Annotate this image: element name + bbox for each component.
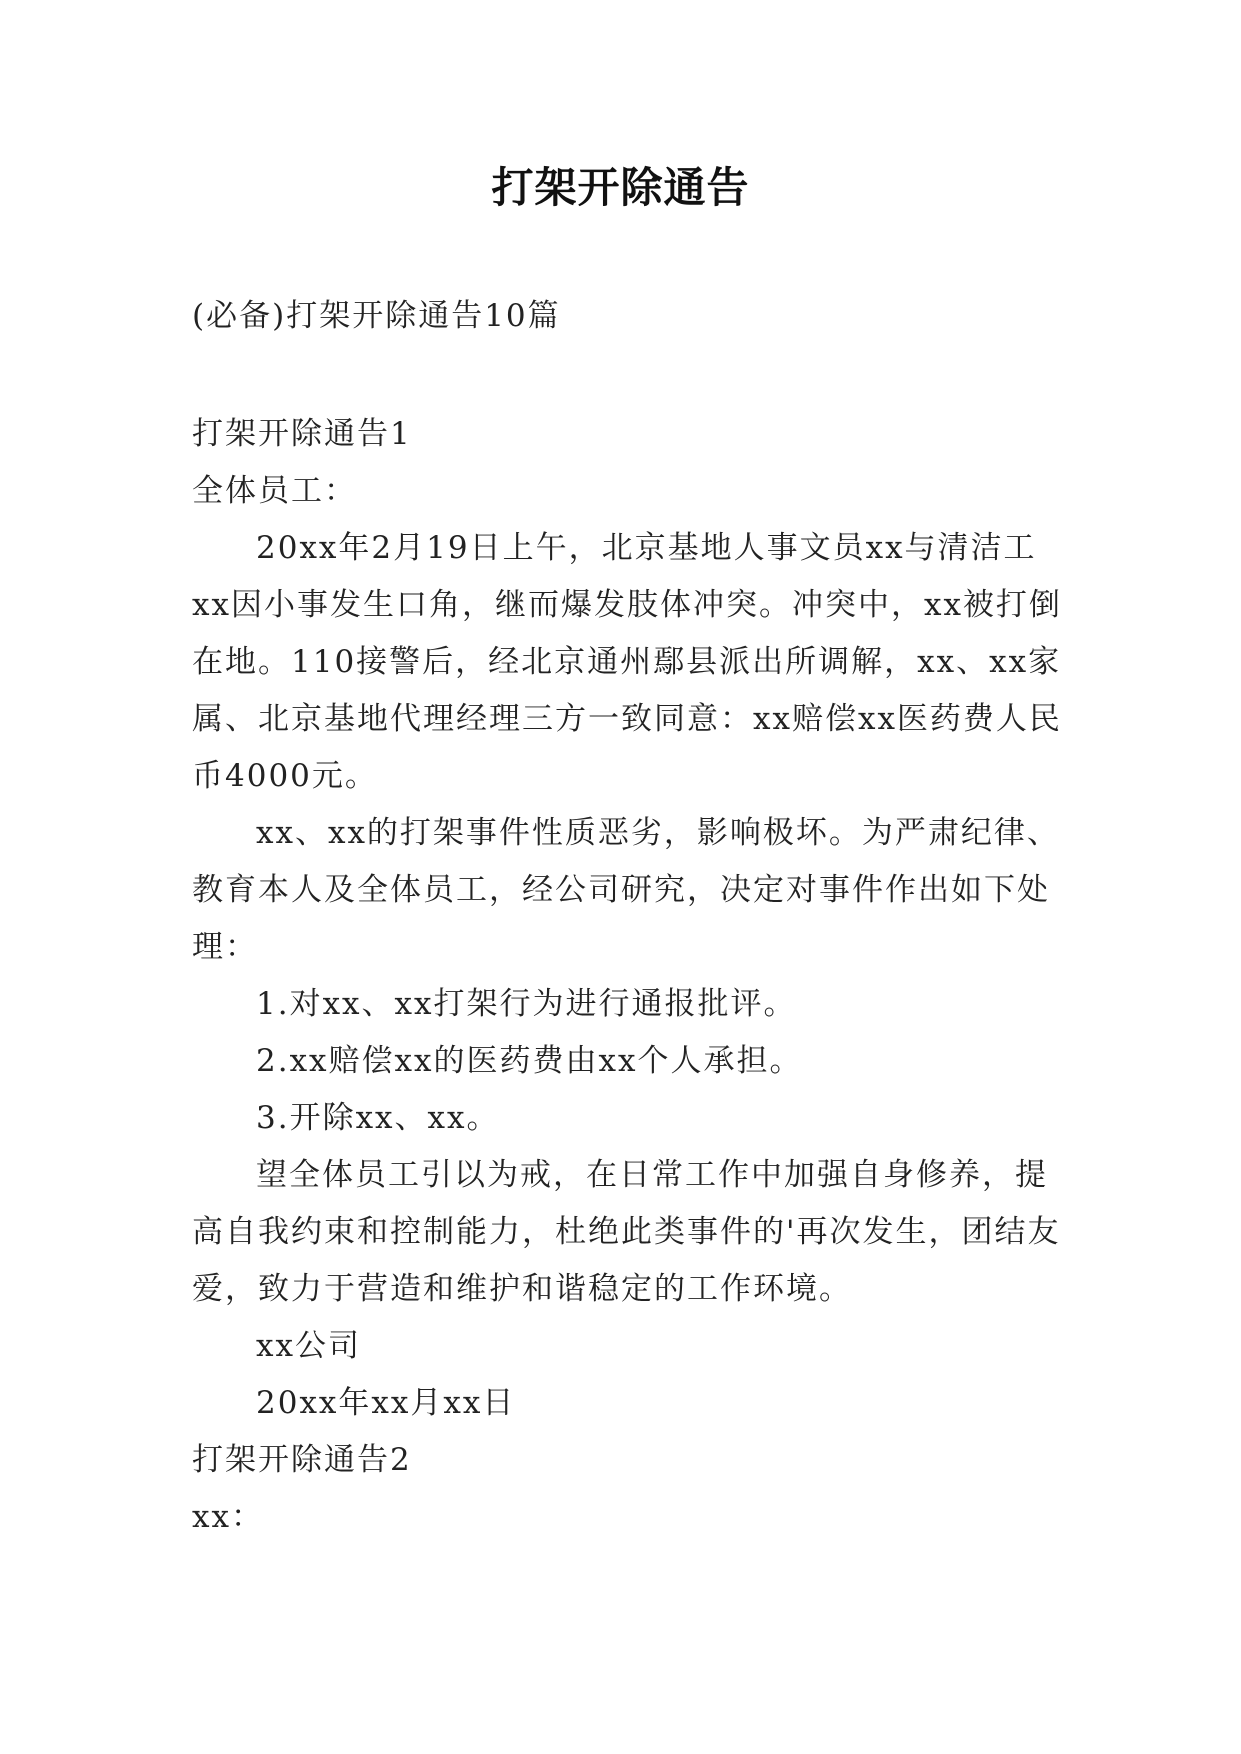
decision-paragraph: xx、xx的打架事件性质恶劣，影响极坏。为严肃纪律、教育本人及全体员工，经公司研究，决定对事件作出如下处理：: [192, 815, 1060, 965]
document-title: 打架开除通告: [491, 163, 750, 212]
closing-paragraph: 望全体员工引以为戒，在日常工作中加强自身修养，提高自我约束和控制能力，杜绝此类事件的'再次发生，团结友爱，致力于营造和维护和谐稳定的工作环境。: [192, 1157, 1061, 1307]
section-heading-1: 打架开除通告1: [192, 416, 412, 452]
decision-item-2: 2.xx赔偿xx的医药费由xx个人承担。: [256, 1043, 803, 1079]
incident-paragraph: 20xx年2月19日上午，北京基地人事文员xx与清洁工xx因小事发生口角，继而爆发肢体冲突。冲突中，xx被打倒在地。110接警后，经北京通州鄢县派出所调解，xx、xx家属、北京基地代理经理三方一致同意：xx赔偿xx医药费人民币4000元。: [192, 530, 1062, 794]
salutation: 全体员工：: [192, 473, 357, 509]
document-subtitle: (必备)打架开除通告10篇: [192, 298, 561, 334]
decision-item-3: 3.开除xx、xx。: [256, 1100, 500, 1136]
decision-item-1: 1.对xx、xx打架行为进行通报批评。: [256, 986, 797, 1022]
section-heading-2: 打架开除通告2: [192, 1442, 412, 1478]
signature-company: xx公司: [256, 1328, 361, 1364]
document-body: [192, 406, 1062, 1546]
signature-date: 20xx年xx月xx日: [256, 1385, 516, 1421]
salutation-2: xx：: [192, 1499, 264, 1535]
